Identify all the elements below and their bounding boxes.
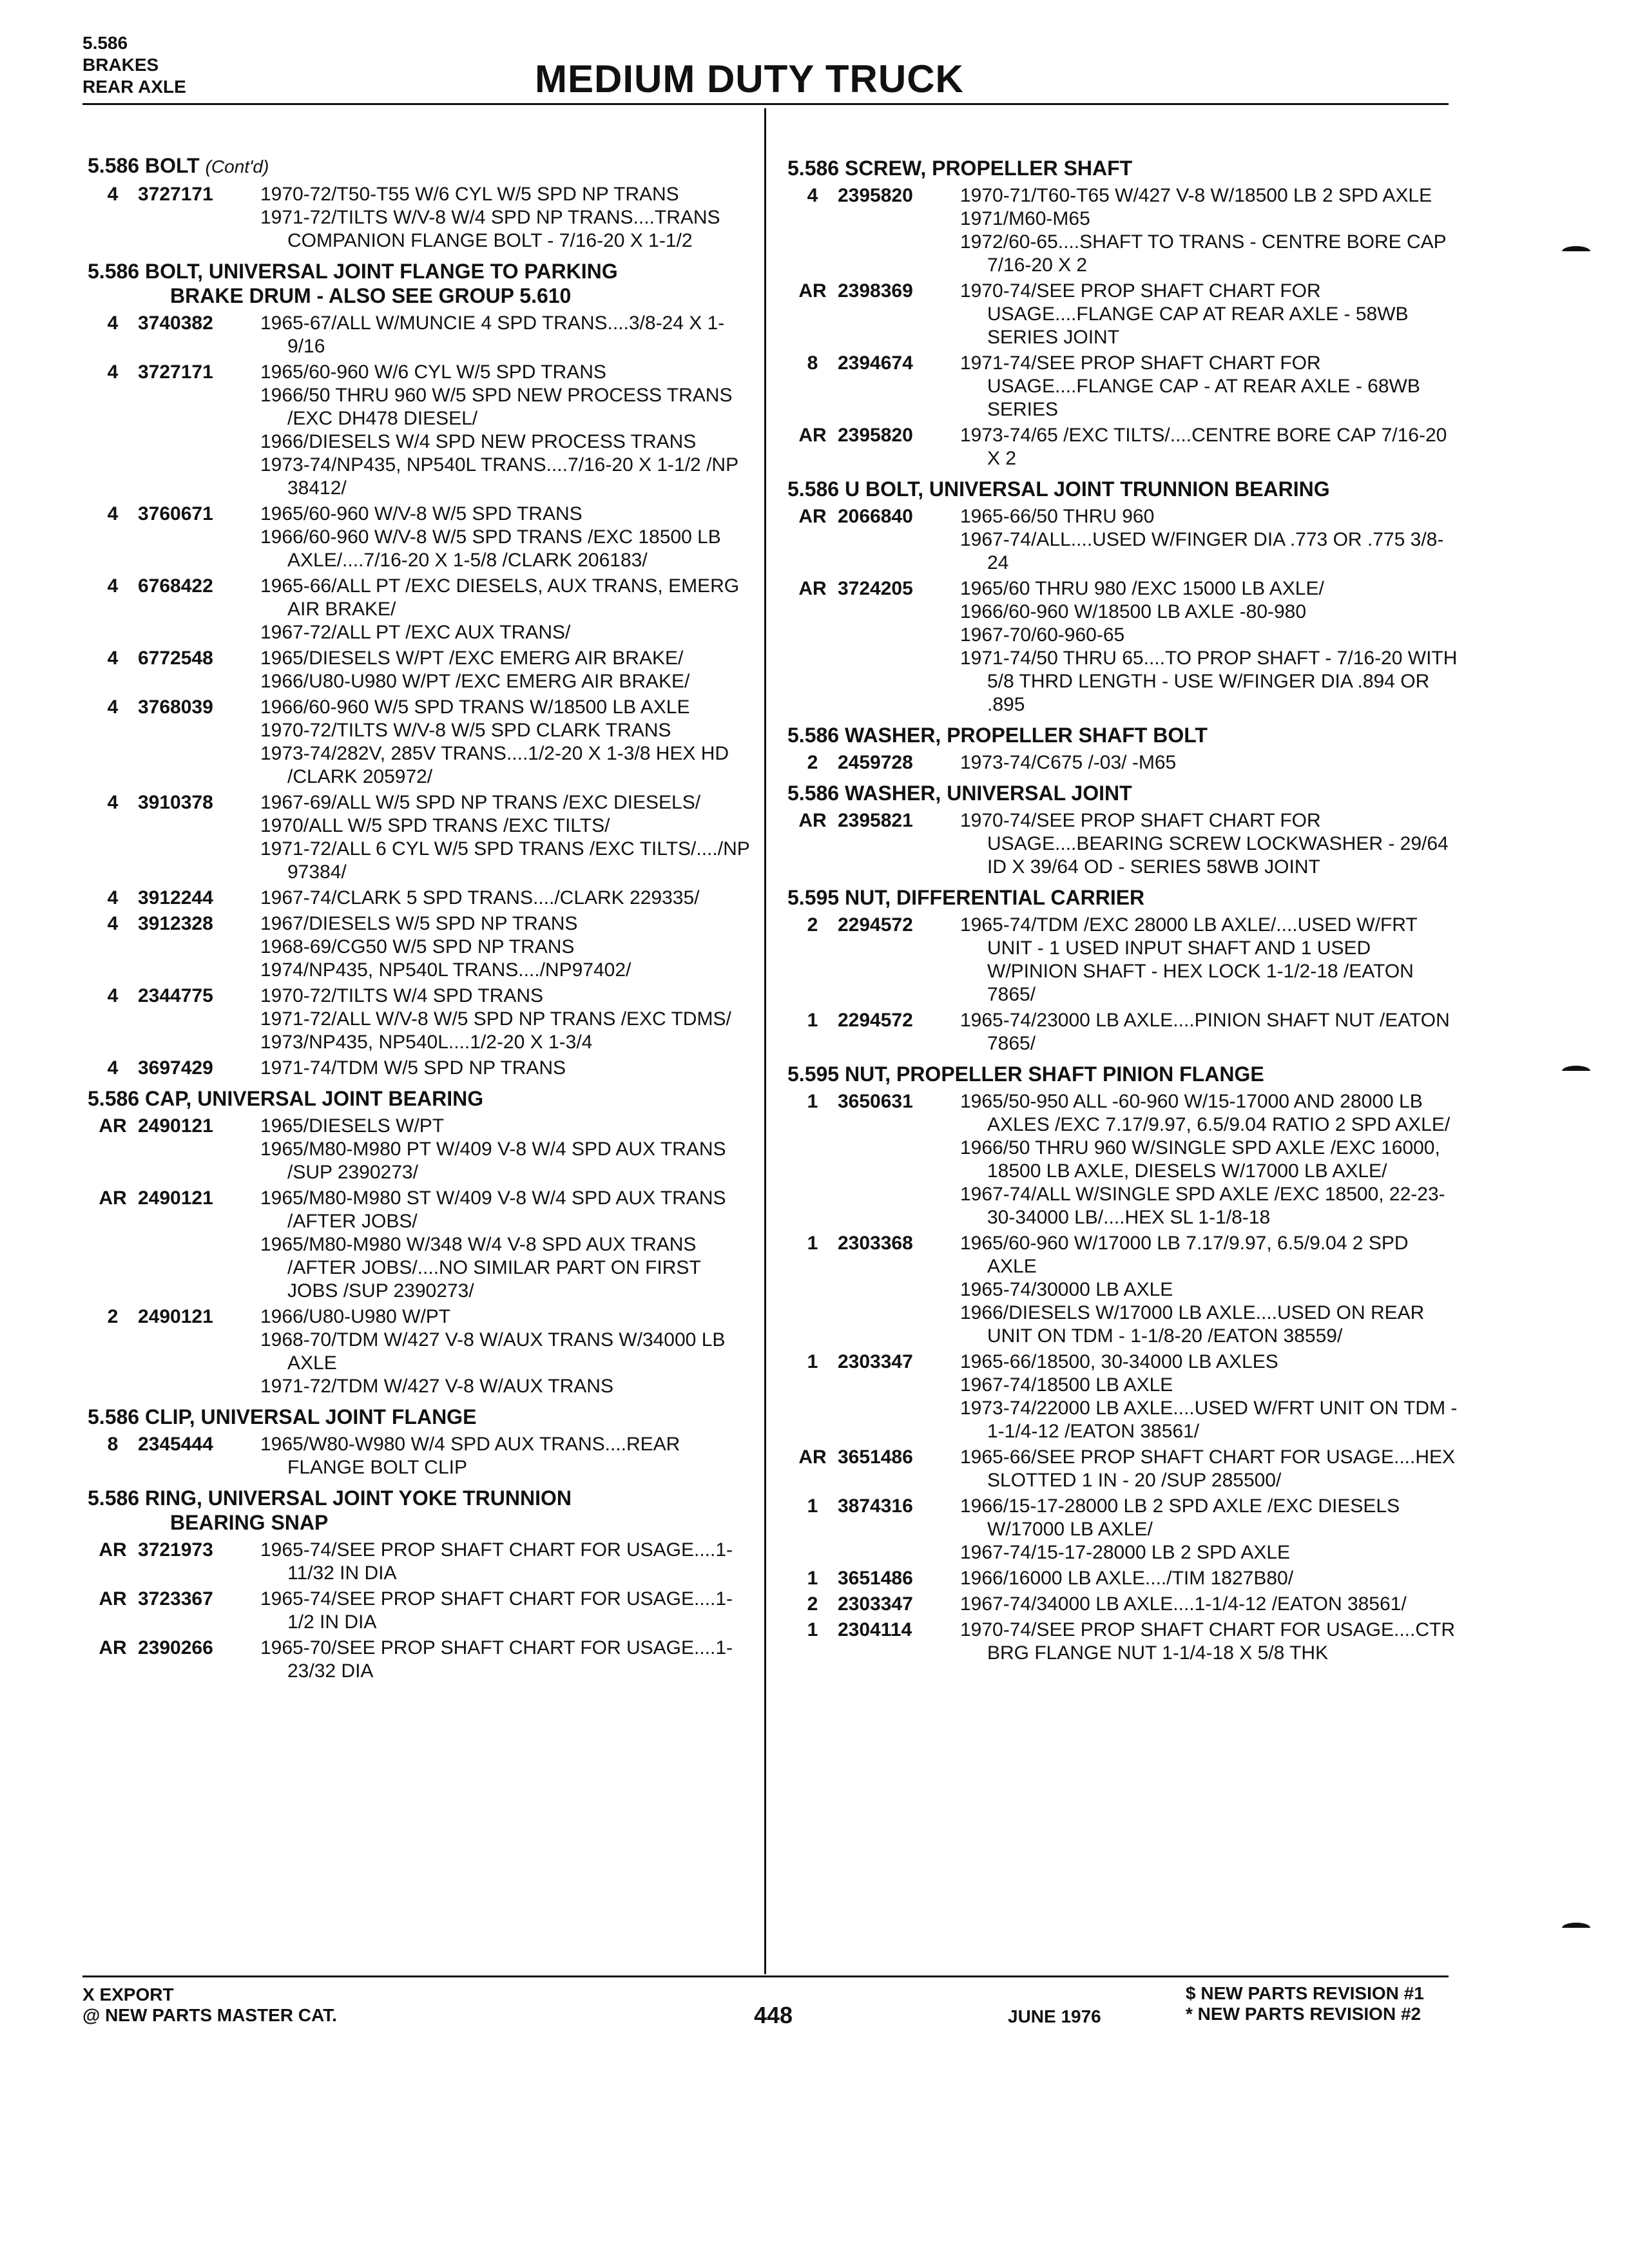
revision-mark	[1562, 1923, 1590, 1928]
part-entry	[787, 1350, 1463, 1443]
section-title: 5.586 CLIP, UNIVERSAL JOINT FLANGE	[88, 1405, 477, 1428]
application-list	[260, 1115, 751, 1184]
part-number: 3912328	[138, 913, 213, 934]
application-list	[260, 1305, 751, 1398]
part-number: 3727171	[138, 361, 213, 383]
quantity: 1	[807, 1010, 818, 1031]
part-number: 2294572	[838, 1010, 913, 1031]
footer-revision-2: * NEW PARTS REVISION #2	[1186, 2004, 1422, 2024]
quantity: 8	[107, 1434, 119, 1455]
part-number: 2345444	[138, 1434, 213, 1455]
part-entry	[787, 1593, 1458, 1616]
application-line: 1965/60 THRU 980 /EXC 15000 LB AXLE/	[960, 578, 1324, 599]
left-column	[88, 147, 755, 1686]
quantity: 4	[107, 361, 119, 383]
application-line: 1966/15-17-28000 LB 2 SPD AXLE /EXC DIESELS W/17000 LB AXLE/	[960, 1495, 1405, 1540]
application-list	[260, 575, 751, 644]
part-number: 2394674	[838, 352, 913, 374]
quantity: AR	[99, 1115, 127, 1137]
part-number: 2490121	[138, 1187, 213, 1209]
application-line: 1966/50 THRU 960 W/5 SPD NEW PROCESS TRANS /EXC DH478 DIESEL/	[260, 385, 738, 429]
part-number: 3768039	[138, 697, 213, 718]
publication-date: JUNE 1976	[1008, 2006, 1101, 2026]
application-line: 1967-69/ALL W/5 SPD NP TRANS /EXC DIESELS/	[260, 792, 701, 813]
application-line: 1970/ALL W/5 SPD TRANS /EXC TILTS/	[260, 815, 610, 836]
application-line: 1971-74/50 THRU 65....TO PROP SHAFT - 7/16-20 WITH 5/8 THRD LENGTH - USE W/FINGER DIA .894 OR .895	[960, 648, 1463, 715]
application-line: 1965/M80-M980 PT W/409 V-8 W/4 SPD AUX TRANS /SUP 2390273/	[260, 1139, 731, 1183]
parts-section	[88, 1405, 751, 1479]
part-number: 3650631	[838, 1091, 913, 1112]
application-line: 1967-70/60-960-65	[960, 624, 1125, 646]
part-number: 2395820	[838, 185, 913, 206]
application-line: 1966/60-960 W/18500 LB AXLE -80-980	[960, 601, 1307, 622]
quantity: 1	[807, 1233, 818, 1254]
application-line: 1967-72/ALL PT /EXC AUX TRANS/	[260, 622, 571, 643]
section-heading	[787, 156, 1458, 180]
part-entry	[787, 1090, 1458, 1229]
application-line: 1973-74/65 /EXC TILTS/....CENTRE BORE CAP 7/16-20 X 2	[960, 425, 1452, 469]
application-line: 1974/NP435, NP540L TRANS..../NP97402/	[260, 959, 631, 981]
application-list	[260, 1433, 751, 1479]
quantity: 4	[107, 697, 119, 718]
part-number: 2303347	[838, 1351, 913, 1372]
application-line: 1973-74/C675 /-03/ -M65	[960, 752, 1177, 773]
section-title: 5.586 RING, UNIVERSAL JOINT YOKE TRUNNION	[88, 1486, 572, 1510]
application-line: 1966/60-960 W/V-8 W/5 SPD TRANS /EXC 18500 LB AXLE/....7/16-20 X 1-5/8 /CLARK 206183/	[260, 526, 726, 571]
section-heading	[88, 153, 751, 179]
quantity: 4	[107, 887, 119, 908]
quantity: AR	[798, 578, 827, 599]
footer-export-note: X EXPORT	[82, 1984, 174, 2004]
footer-legend-left	[82, 1984, 337, 2026]
application-line: 1965/50-950 ALL -60-960 W/15-17000 AND 28000 LB AXLES /EXC 7.17/9.97, 6.5/9.04 RATIO 2 SPD AXLE/	[960, 1091, 1451, 1135]
application-line: 1971-74/SEE PROP SHAFT CHART FOR USAGE....FLANGE CAP - AT REAR AXLE - 68WB SERIES	[960, 352, 1426, 420]
application-line: 1965-74/TDM /EXC 28000 LB AXLE/....USED W/FRT UNIT - 1 USED INPUT SHAFT AND 1 USED W/PINION SHAFT - HEX LOCK 1-1/2-18 /EATON 7865/	[960, 914, 1423, 1005]
application-line: 1971-72/ALL 6 CYL W/5 SPD TRANS /EXC TILTS/..../NP 97384/	[260, 838, 755, 883]
part-entry	[88, 696, 751, 789]
part-entry	[88, 791, 755, 884]
page-number: 448	[754, 2002, 793, 2028]
part-entry	[88, 1433, 751, 1479]
part-number: 6772548	[138, 648, 213, 669]
application-list	[260, 1539, 751, 1585]
parts-section	[787, 885, 1458, 1055]
application-line: 1965/60-960 W/17000 LB 7.17/9.97, 6.5/9.04 2 SPD AXLE	[960, 1233, 1413, 1277]
section-title: 5.586 BOLT, UNIVERSAL JOINT FLANGE TO PARKING	[88, 260, 618, 283]
application-list	[260, 696, 751, 789]
application-line: 1965/M80-M980 ST W/409 V-8 W/4 SPD AUX TRANS /AFTER JOBS/	[260, 1187, 731, 1232]
application-line: 1970-72/T50-T55 W/6 CYL W/5 SPD NP TRANS	[260, 184, 679, 205]
application-list	[960, 1232, 1458, 1348]
part-entry	[787, 1232, 1458, 1348]
application-list	[960, 577, 1463, 716]
application-line: 1965-70/SEE PROP SHAFT CHART FOR USAGE....1-23/32 DIA	[260, 1637, 733, 1682]
section-title: 5.586 WASHER, UNIVERSAL JOINT	[787, 782, 1132, 805]
quantity: 4	[107, 503, 119, 524]
quantity: 2	[807, 914, 818, 936]
application-list	[260, 647, 751, 693]
part-number: 2303368	[838, 1233, 913, 1254]
quantity: 4	[107, 913, 119, 934]
part-number: 2344775	[138, 985, 213, 1006]
application-line: 1967/DIESELS W/5 SPD NP TRANS	[260, 913, 578, 934]
parts-section	[787, 723, 1458, 774]
part-number: 2490121	[138, 1306, 213, 1327]
revision-mark	[1562, 246, 1590, 251]
application-line: 1973-74/282V, 285V TRANS....1/2-20 X 1-3/8 HEX HD /CLARK 205972/	[260, 743, 735, 787]
application-line: 1966/U80-U980 W/PT	[260, 1306, 451, 1327]
quantity: 1	[807, 1091, 818, 1112]
quantity: 4	[107, 985, 119, 1006]
application-line: 1966/50 THRU 960 W/SINGLE SPD AXLE /EXC 16000, 18500 LB AXLE, DIESELS W/17000 LB AXLE/	[960, 1137, 1446, 1182]
part-entry	[88, 1187, 751, 1303]
part-entry	[787, 352, 1458, 421]
application-line: 1967-74/CLARK 5 SPD TRANS..../CLARK 229335/	[260, 887, 700, 908]
application-line: 1965/60-960 W/V-8 W/5 SPD TRANS	[260, 503, 583, 524]
parts-section	[787, 781, 1458, 879]
application-line: 1968-70/TDM W/427 V-8 W/AUX TRANS W/34000 LB AXLE	[260, 1329, 730, 1374]
footer-legend-right	[1186, 1983, 1424, 2024]
part-number: 3651486	[838, 1446, 913, 1468]
right-column	[787, 149, 1463, 1667]
section-subgroup: REAR AXLE	[82, 77, 186, 97]
application-line: 1966/U80-U980 W/PT /EXC EMERG AIR BRAKE/	[260, 671, 690, 692]
part-number: 3910378	[138, 792, 213, 813]
application-line: 1965-67/ALL W/MUNCIE 4 SPD TRANS....3/8-24 X 1-9/16	[260, 312, 725, 357]
quantity: AR	[798, 810, 827, 831]
parts-section	[88, 1086, 751, 1398]
application-list	[960, 1090, 1458, 1229]
part-entry	[88, 312, 751, 358]
application-list	[260, 1057, 751, 1080]
application-line: 1970-71/T60-T65 W/427 V-8 W/18500 LB 2 SPD AXLE	[960, 185, 1432, 206]
section-heading	[787, 723, 1458, 747]
part-entry	[88, 1057, 751, 1080]
application-list	[960, 751, 1458, 774]
application-line: 1965-74/SEE PROP SHAFT CHART FOR USAGE....1-11/32 IN DIA	[260, 1539, 733, 1584]
part-entry	[88, 985, 751, 1054]
part-number: 3723367	[138, 1588, 213, 1610]
application-line: 1965/DIESELS W/PT	[260, 1115, 445, 1137]
quantity: 4	[107, 184, 119, 205]
part-number: 2395821	[838, 810, 913, 831]
part-entry	[88, 1305, 751, 1398]
part-entry	[88, 575, 751, 644]
quantity: AR	[798, 425, 827, 446]
part-entry	[787, 505, 1458, 575]
application-line: 1971-72/TDM W/427 V-8 W/AUX TRANS	[260, 1376, 613, 1397]
section-heading	[88, 1486, 751, 1535]
application-list	[960, 1446, 1461, 1492]
application-list	[260, 912, 751, 982]
application-list	[260, 1187, 751, 1303]
part-entry	[787, 424, 1458, 470]
application-line: 1965-74/23000 LB AXLE....PINION SHAFT NUT /EATON 7865/	[960, 1010, 1456, 1054]
quantity: 4	[107, 648, 119, 669]
quantity: 4	[107, 575, 119, 597]
part-number: 2304114	[838, 1619, 912, 1640]
application-line: 1966/16000 LB AXLE..../TIM 1827B80/	[960, 1568, 1294, 1589]
quantity: 4	[807, 185, 818, 206]
application-line: 1970-72/TILTS W/V-8 W/5 SPD CLARK TRANS	[260, 720, 671, 741]
application-line: 1973/NP435, NP540L....1/2-20 X 1-3/4	[260, 1032, 593, 1053]
parts-section	[787, 156, 1458, 470]
part-number: 3912244	[138, 887, 213, 908]
quantity: 2	[107, 1306, 119, 1327]
application-list	[960, 184, 1458, 277]
quantity: AR	[798, 1446, 827, 1468]
application-line: 1971-74/TDM W/5 SPD NP TRANS	[260, 1057, 566, 1079]
quantity: 8	[807, 352, 818, 374]
part-entry	[787, 280, 1458, 349]
part-number: 6768422	[138, 575, 213, 597]
part-entry	[88, 912, 751, 982]
quantity: 1	[807, 1495, 818, 1517]
application-line: 1973-74/22000 LB AXLE....USED W/FRT UNIT ON TDM - 1-1/4-12 /EATON 38561/	[960, 1398, 1463, 1442]
application-line: 1965-66/18500, 30-34000 LB AXLES	[960, 1351, 1278, 1372]
part-number: 2398369	[838, 280, 913, 302]
part-entry	[787, 809, 1458, 879]
part-number: 2459728	[838, 752, 913, 773]
part-number: 2066840	[838, 506, 913, 527]
application-line: 1967-74/ALL....USED W/FINGER DIA .773 OR .775 3/8-24	[960, 529, 1444, 573]
application-line: 1965/DIESELS W/PT /EXC EMERG AIR BRAKE/	[260, 648, 684, 669]
quantity: AR	[99, 1588, 127, 1610]
part-number: 3874316	[838, 1495, 913, 1517]
application-list	[260, 1637, 751, 1683]
page-title: MEDIUM DUTY TRUCK	[535, 57, 964, 101]
part-entry	[787, 1619, 1461, 1665]
application-line: 1971/M60-M65	[960, 208, 1090, 229]
section-number: 5.586	[82, 33, 128, 53]
section-heading	[787, 477, 1458, 501]
part-number: 3721973	[138, 1539, 213, 1561]
section-title: 5.586 WASHER, PROPELLER SHAFT BOLT	[787, 724, 1208, 747]
application-line: 1973-74/NP435, NP540L TRANS....7/16-20 X 1-1/2 /NP 38412/	[260, 454, 744, 499]
section-title: 5.586 SCREW, PROPELLER SHAFT	[787, 157, 1133, 180]
part-entry	[88, 1637, 751, 1683]
application-list	[960, 1619, 1461, 1665]
part-number: 3760671	[138, 503, 213, 524]
part-number: 2395820	[838, 425, 913, 446]
application-list	[260, 361, 751, 500]
part-entry	[787, 1495, 1458, 1564]
application-line: 1970-74/SEE PROP SHAFT CHART FOR USAGE....CTR BRG FLANGE NUT 1-1/4-18 X 5/8 THK	[960, 1619, 1461, 1664]
section-title: 5.586 BOLT	[88, 154, 200, 177]
part-number: 3651486	[838, 1568, 913, 1589]
parts-section	[88, 259, 755, 1080]
application-line: 1972/60-65....SHAFT TO TRANS - CENTRE BORE CAP 7/16-20 X 2	[960, 231, 1452, 276]
quantity: 4	[107, 792, 119, 813]
parts-section	[88, 153, 751, 253]
quantity: 4	[107, 312, 119, 334]
application-line: 1966/60-960 W/5 SPD TRANS W/18500 LB AXLE	[260, 697, 690, 718]
part-number: 2490121	[138, 1115, 213, 1137]
application-list	[260, 183, 751, 253]
section-header	[82, 32, 186, 98]
application-list	[960, 1567, 1458, 1590]
part-entry	[88, 1588, 751, 1634]
quantity: AR	[99, 1539, 127, 1561]
application-line: 1965-66/SEE PROP SHAFT CHART FOR USAGE....HEX SLOTTED 1 IN - 20 /SUP 285500/	[960, 1446, 1461, 1491]
application-line: 1970-72/TILTS W/4 SPD TRANS	[260, 985, 544, 1006]
revision-mark	[1562, 1066, 1590, 1071]
quantity: 1	[807, 1619, 818, 1640]
part-number: 3724205	[838, 578, 913, 599]
application-list	[960, 809, 1458, 879]
part-entry	[787, 1567, 1458, 1590]
application-list	[260, 312, 751, 358]
part-entry	[787, 1009, 1458, 1055]
section-heading	[787, 781, 1458, 805]
application-line: 1967-74/15-17-28000 LB 2 SPD AXLE	[960, 1542, 1291, 1563]
application-line: 1971-72/TILTS W/V-8 W/4 SPD NP TRANS....TRANS COMPANION FLANGE BOLT - 7/16-20 X 1-1/2	[260, 207, 726, 251]
section-title-continuation: BRAKE DRUM - ALSO SEE GROUP 5.610	[170, 284, 572, 307]
application-line: 1965-66/50 THRU 960	[960, 506, 1155, 527]
part-number: 3697429	[138, 1057, 213, 1079]
section-group: BRAKES	[82, 55, 159, 75]
header-rule	[82, 103, 1449, 105]
application-line: 1967-74/ALL W/SINGLE SPD AXLE /EXC 18500, 22-23-30-34000 LB/....HEX SL 1-1/8-18	[960, 1184, 1445, 1228]
part-entry	[787, 1446, 1461, 1492]
quantity: 4	[107, 1057, 119, 1079]
application-list	[960, 1009, 1458, 1055]
part-entry	[88, 647, 751, 693]
quantity: AR	[99, 1637, 127, 1658]
footer-master-cat-note: @ NEW PARTS MASTER CAT.	[82, 2005, 337, 2025]
quantity: 1	[807, 1568, 818, 1589]
application-list	[960, 914, 1458, 1006]
part-number: 2390266	[138, 1637, 213, 1658]
section-heading	[787, 1062, 1458, 1086]
application-line: 1966/DIESELS W/4 SPD NEW PROCESS TRANS	[260, 431, 697, 452]
parts-section	[787, 1062, 1463, 1665]
section-heading	[88, 1086, 751, 1111]
section-heading	[88, 259, 751, 308]
column-divider	[764, 108, 766, 1974]
application-line: 1965-74/30000 LB AXLE	[960, 1279, 1173, 1300]
application-line: 1970-74/SEE PROP SHAFT CHART FOR USAGE....BEARING SCREW LOCKWASHER - 29/64 ID X 39/64 OD - SERIES 58WB JOINT	[960, 810, 1454, 878]
application-line: 1965-74/SEE PROP SHAFT CHART FOR USAGE....1-1/2 IN DIA	[260, 1588, 733, 1633]
application-list	[960, 1495, 1458, 1564]
application-list	[960, 1350, 1463, 1443]
part-number: 3727171	[138, 184, 213, 205]
application-list	[960, 280, 1458, 349]
part-entry	[88, 503, 751, 572]
section-heading	[88, 1405, 751, 1429]
part-entry	[88, 887, 751, 910]
section-title: 5.586 U BOLT, UNIVERSAL JOINT TRUNNION BEARING	[787, 477, 1330, 501]
part-entry	[88, 1115, 751, 1184]
part-entry	[88, 183, 751, 253]
footer-revision-1: $ NEW PARTS REVISION #1	[1186, 1983, 1424, 2003]
application-line: 1966/DIESELS W/17000 LB AXLE....USED ON REAR UNIT ON TDM - 1-1/8-20 /EATON 38559/	[960, 1302, 1430, 1347]
application-line: 1965/M80-M980 W/348 W/4 V-8 SPD AUX TRANS /AFTER JOBS/....NO SIMILAR PART ON FIRST JOBS /SUP 2390273/	[260, 1234, 706, 1302]
part-number: 2303347	[838, 1593, 913, 1615]
part-number: 2294572	[838, 914, 913, 936]
part-number: 3740382	[138, 312, 213, 334]
application-line: 1965-66/ALL PT /EXC DIESELS, AUX TRANS, EMERG AIR BRAKE/	[260, 575, 744, 620]
part-entry	[787, 751, 1458, 774]
application-line: 1967-74/18500 LB AXLE	[960, 1374, 1173, 1396]
quantity: AR	[798, 280, 827, 302]
application-list	[260, 887, 751, 910]
quantity: 1	[807, 1351, 818, 1372]
part-entry	[88, 1539, 751, 1585]
application-list	[960, 1593, 1458, 1616]
section-title: 5.595 NUT, DIFFERENTIAL CARRIER	[787, 886, 1145, 909]
part-entry	[787, 577, 1463, 716]
application-list	[260, 791, 755, 884]
application-line: 1970-74/SEE PROP SHAFT CHART FOR USAGE....FLANGE CAP AT REAR AXLE - 58WB SERIES JOINT	[960, 280, 1414, 348]
continued-label: (Cont'd)	[205, 157, 269, 177]
application-list	[960, 424, 1458, 470]
section-title-continuation: BEARING SNAP	[170, 1511, 329, 1534]
application-list	[260, 503, 751, 572]
part-entry	[787, 914, 1458, 1006]
application-line: 1965/60-960 W/6 CYL W/5 SPD TRANS	[260, 361, 606, 383]
footer-rule	[82, 1975, 1449, 1977]
application-line: 1965/W80-W980 W/4 SPD AUX TRANS....REAR FLANGE BOLT CLIP	[260, 1434, 686, 1478]
section-heading	[787, 885, 1458, 910]
application-list	[260, 1588, 751, 1634]
quantity: 2	[807, 752, 818, 773]
application-line: 1971-72/ALL W/V-8 W/5 SPD NP TRANS /EXC TDMS/	[260, 1008, 731, 1030]
quantity: AR	[99, 1187, 127, 1209]
application-line: 1967-74/34000 LB AXLE....1-1/4-12 /EATON 38561/	[960, 1593, 1407, 1615]
part-entry	[88, 361, 751, 500]
application-list	[960, 352, 1458, 421]
section-title: 5.586 CAP, UNIVERSAL JOINT BEARING	[88, 1087, 484, 1110]
application-line: 1968-69/CG50 W/5 SPD NP TRANS	[260, 936, 575, 957]
parts-section	[88, 1486, 751, 1683]
quantity: 2	[807, 1593, 818, 1615]
application-list	[960, 505, 1458, 575]
part-entry	[787, 184, 1458, 277]
quantity: AR	[798, 506, 827, 527]
parts-section	[787, 477, 1463, 716]
application-list	[260, 985, 751, 1054]
section-title: 5.595 NUT, PROPELLER SHAFT PINION FLANGE	[787, 1062, 1264, 1086]
